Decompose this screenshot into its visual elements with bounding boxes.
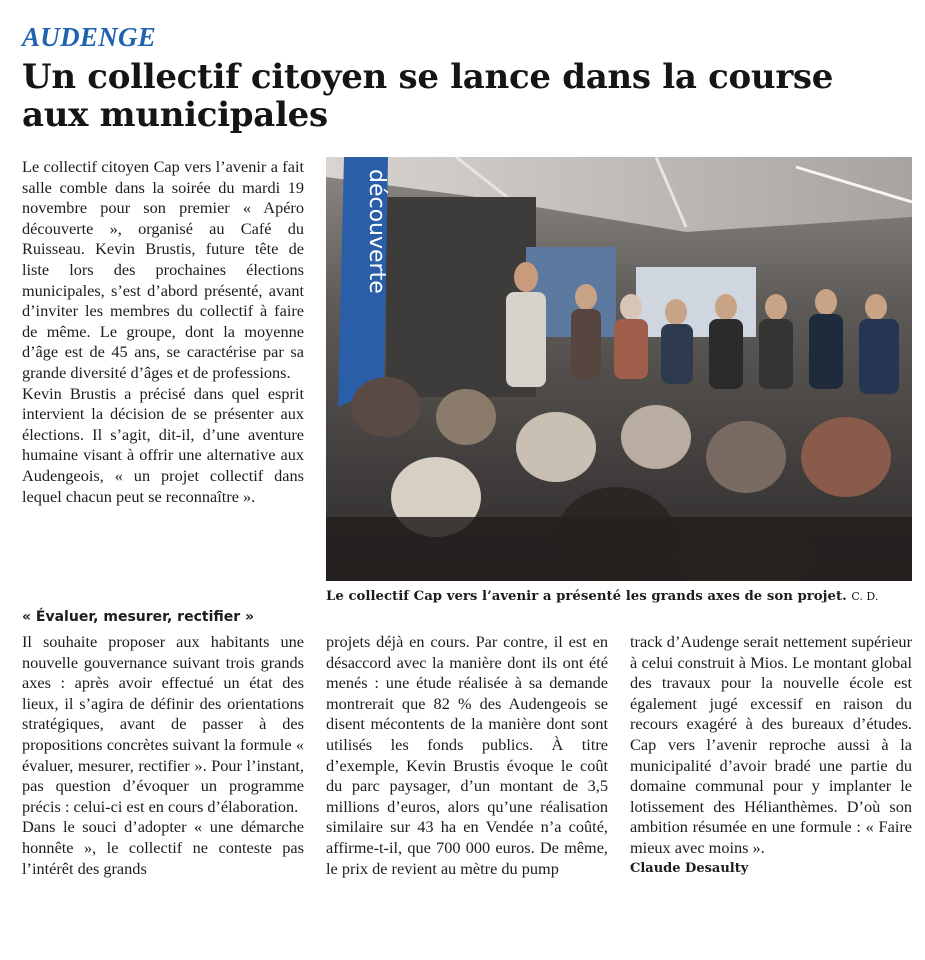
article-headline: Un collectif citoyen se lance dans la course aux municipales — [22, 57, 834, 135]
paragraph: Le collectif citoyen Cap vers l’avenir a fait salle comble dans la soirée du mardi 19 novembre pour son premier « Apéro découverte », organisé au Café du Ruisseau. Kevin Brustis, future tête de liste lors des prochaines élections municipales, s’est d’abord présenté, avant d’inviter les membres du collectif à faire de même. Le groupe, dont la moyenne d’âge est de 45 ans, se caractérise par sa grande diversité d’âges et de professions. — [22, 157, 304, 382]
body-column-1 — [22, 632, 304, 879]
photo-credit: C. D. — [851, 590, 879, 603]
paragraph: Kevin Brustis a précisé dans quel esprit intervient la décision de se présenter aux élections. Il s’agit, dit-il, d’une aventure humaine visant à offrir une alternative aux Audengeois, « un projet collectif dans lequel chacun peut se reconnaître ». — [22, 383, 304, 506]
section-kicker: AUDENGE — [22, 22, 157, 52]
photo-caption — [326, 589, 912, 604]
paragraph: projets déjà en cours. Par contre, il est en désaccord avec la manière dont ils ont été menés : une étude réalisée à sa demande montrerait que 82 % des Audengeois se disent mécontents de la manière dont sont utilisés les fonds publics. À titre d’exemple, Kevin Brustis évoque le coût du parc paysager, d’un montant de 3,5 millions d’euros, alors qu’une réalisation similaire sur 43 ha en Vendée n’a coûté, affirme-t-il, que 700 000 euros. De même, le prix de revient au mètre du pump — [326, 632, 608, 878]
paragraph: Il souhaite proposer aux habitants une nouvelle gouvernance suivant trois grands axes : après avoir effectué un état des lieux, il s’agira de définir des orientations stratégiques, avant de passer à des propositions concrètes suivant la formule « évaluer, mesurer, rectifier ». Pour l’instant, pas question d’évoquer un programme précis : celui-ci est en cours d’élaboration. — [22, 632, 304, 816]
article-intro-column — [22, 157, 304, 507]
article-photo — [326, 157, 912, 581]
article-subhead: « Évaluer, mesurer, rectifier » — [22, 609, 255, 625]
paragraph: Dans le souci d’adopter « une démarche honnête », le collectif ne conteste pas l’intérêt des grands — [22, 817, 304, 878]
body-column-3 — [630, 632, 912, 879]
paragraph: track d’Audenge serait nettement supérieur à celui construit à Mios. Le montant global des travaux pour la nouvelle école est également jugé excessif en raison du recours exagéré à des bureaux d’études. Cap vers l’avenir reproche aussi à la municipalité d’avoir bradé une partie du domaine communal pour y implanter le lotissement des Hélianthèmes. D’où son ambition résumée en une formule : « Faire mieux avec moins ». — [630, 632, 912, 857]
banner — [338, 157, 389, 407]
body-column-2 — [326, 632, 608, 879]
author-signature: Claude Desaulty — [630, 860, 749, 876]
caption-text: Le collectif Cap vers l’avenir a présenté les grands axes de son projet. — [326, 589, 847, 604]
banner-text: découverte — [364, 169, 389, 294]
